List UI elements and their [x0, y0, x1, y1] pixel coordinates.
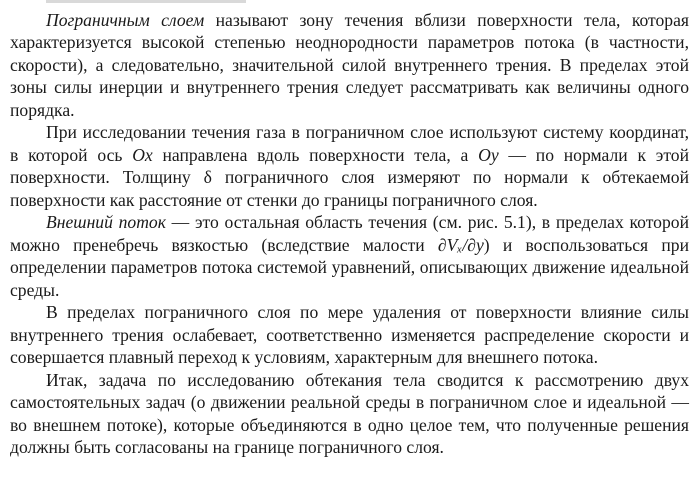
- paragraph-text: называют зону течения вблизи поверхности тела, которая характеризуется высокой степенью неоднородности параметров потока (в частности, скорости), а следовательно, значительной силой внутреннего трения. В пределах этой зоны силы инерции и внутреннего трения следует рассматривать как величины одного порядка.: [10, 9, 689, 120]
- axis-oy: Oy: [478, 144, 499, 165]
- paragraph-text: Итак, задача по исследованию обтекания тела сводится к рассмотрению двух самостоятельных задач (о движении реальной среды в пограничном слое и идеальной — во внешнем потоке), которые объединяются в одно целое тем, что полученные решения должны быть согласованы на границе пограничного слоя.: [10, 369, 689, 457]
- paragraph-text: — по нормали к этой поверхности. Толщину δ пограничного слоя измеряют по нормали к обтекаемой поверхности как расстояние от стенки до границы пограничного слоя.: [10, 144, 689, 210]
- paragraph-text: При исследовании течения газа в пограничном слое используют систему координат, в которой ось: [10, 122, 689, 165]
- paragraph-velocity-transition: [10, 301, 689, 369]
- paragraph-text: ) и воспользоваться при определении параметров потока системой уравнений, описывающих движение идеальной среды.: [10, 234, 689, 300]
- formula-velocity-gradient: ∂Vₓ/∂y: [437, 234, 484, 255]
- cut-off-text-fragment: [46, 0, 246, 3]
- paragraph-external-flow: [10, 211, 689, 301]
- axis-ox: Ox: [132, 144, 153, 165]
- paragraph-text: направлена вдоль поверхности тела, а: [152, 144, 479, 165]
- term-external-flow: Внешний поток: [46, 212, 166, 232]
- cut-off-line: [10, 0, 689, 9]
- paragraph-coordinate-system: [10, 121, 689, 211]
- paragraph-text: — это остальная область течения (см. рис. 5.1), в пределах которой можно пренебречь вязкостью (вследствие малости: [10, 212, 689, 255]
- paragraph-text: В пределах пограничного слоя по мере удаления от поверхности влияние силы внутреннего трения ослабевает, соответственно изменяется распределение скорости и совершается плавный переход к условиям, характерным для внешнего потока.: [10, 302, 689, 367]
- term-boundary-layer: Пограничным слоем: [46, 9, 205, 30]
- paragraph-problem-summary: [10, 369, 689, 459]
- paragraph-boundary-layer-definition: [10, 9, 689, 122]
